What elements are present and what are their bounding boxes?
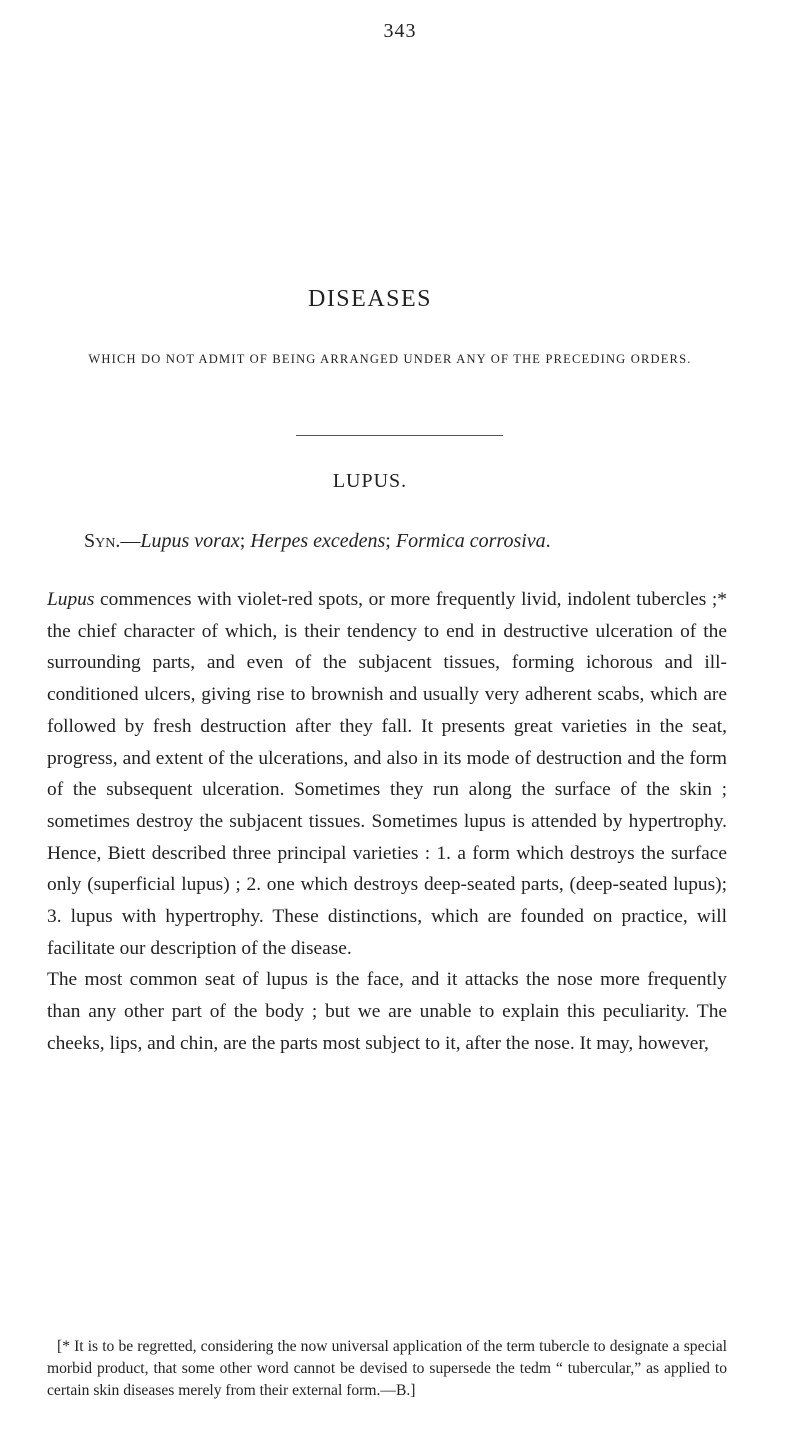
paragraph [47,584,727,964]
synonym-item: Formica corrosiva [395,530,546,552]
footnote-text: [* It is to be regretted, considering the now universal application of the term tubercle to designate a special morbid product, that some other word cannot be devised to supersede the tedm “ tubercular,” as applied to certain skin diseases merely from their external form.—B.] [47,1338,727,1399]
synonym-item: Lupus vorax [140,530,240,552]
page-number: 343 [383,20,417,42]
synonym-item: Herpes excedens [250,530,386,552]
paragraph-text: The most common seat of lupus is the face, and it attacks the nose more frequently than any other part of the body ; but we are unable to explain this peculiarity. The cheeks, lips, and chin, are the parts most subject to it, after the nose. It may, however, [47,969,727,1054]
section-title: LUPUS. [332,470,408,492]
paragraph-text: commences with violet-red spots, or more frequently livid, indolent tubercles ;* the chief character of which, is their tendency to end in destructive ulceration of the surrounding parts, and even of the subjacent tissues, forming ichorous and ill-conditioned ulcers, giving rise to brownish and usually very adherent scabs, which are followed by fresh destruction after they fall. It presents great varieties in the seat, progress, and extent of the ulcerations, and also in its mode of destruction and the form of the subsequent ulceration. Sometimes they run along the surface of the skin ; sometimes destroy the subjacent tissues. Sometimes lupus is attended by hypertrophy. Hence, Biett described three principal varieties : 1. a form which destroys the surface only (superficial lupus) ; 2. one which destroys deep-seated parts, (deep-seated lupus); 3. lupus with hypertrophy. These distinctions, which are founded on practice, will facilitate our description of the disease. [47,589,727,959]
paragraph [47,964,727,1059]
synonym-separator: ; [239,530,251,552]
horizontal-rule [296,435,503,436]
synonyms-dash: — [120,530,141,552]
synonyms-label: Syn. [84,530,121,552]
synonym-separator: ; [385,530,396,552]
synonyms-end: . [545,530,551,552]
footnote [47,1336,727,1402]
chapter-heading: DISEASES [307,286,433,312]
chapter-subheading: WHICH DO NOT ADMIT OF BEING ARRANGED UNDER ANY OF THE PRECEDING ORDERS. [88,352,692,366]
body-text [47,584,727,1060]
paragraph-term: Lupus [47,589,95,610]
synonyms-line [84,530,744,553]
